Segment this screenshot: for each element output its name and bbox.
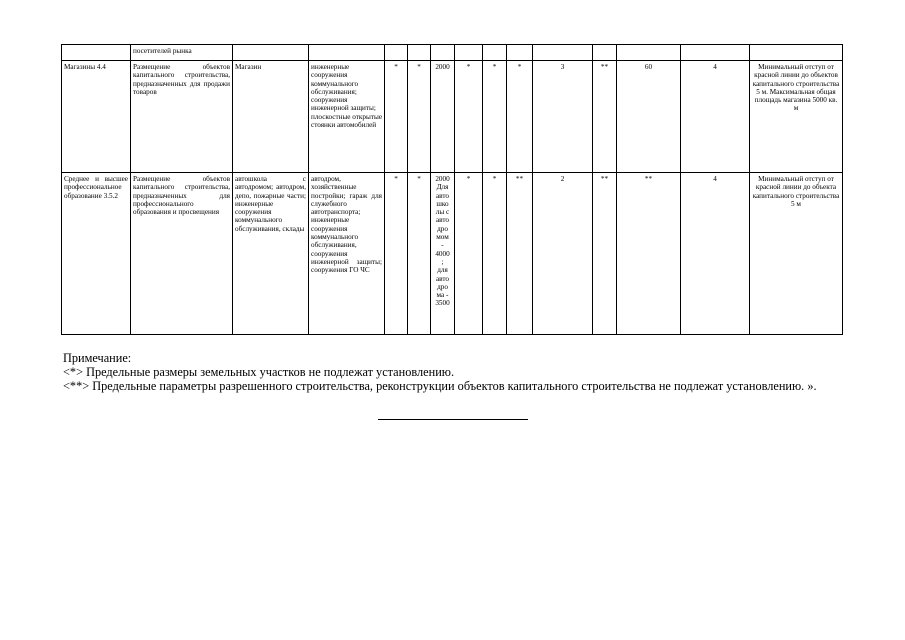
- table-cell-notes: Минимальный отступ от красной линии до объектов капитального строительства 5 м. Максимальная общая площадь магазина 5000 кв. м: [750, 61, 843, 173]
- table-cell-param: [533, 45, 593, 61]
- table-cell-param: [483, 45, 507, 61]
- table-cell-conditional-use: автошкола с автодромом; автодром, депо, пожарные части; инженерные сооружения коммунального обслуживания, склады: [233, 173, 309, 335]
- separator-line: [378, 419, 528, 420]
- table-cell-use-type: [62, 45, 131, 61]
- table-cell-param: [455, 45, 483, 61]
- table-cell-use-type: Среднее и высшее профессиональное образование 3.5.2: [62, 173, 131, 335]
- table-cell-param: *: [483, 173, 507, 335]
- table-cell-description: Размещение объектов капитального строительства, предназначенных для профессионального образования и просвещения: [131, 173, 233, 335]
- table-cell-param: 4: [681, 173, 750, 335]
- table-row: [62, 173, 843, 335]
- table-cell-auxiliary-use: автодром, хозяйственные постройки; гараж для служебного автотранспорта; инженерные сооружения коммунального обслуживания, сооружения инженерной защиты; сооружения ГО ЧС: [309, 173, 385, 335]
- table-cell-description: Размещение объектов капитального строительства, предназначенных для продажи товаров: [131, 61, 233, 173]
- table-cell-param: *: [408, 173, 431, 335]
- table-cell-param: *: [455, 173, 483, 335]
- table-cell-conditional-use: [233, 45, 309, 61]
- table-cell-conditional-use: Магазин: [233, 61, 309, 173]
- table-cell-param: **: [617, 173, 681, 335]
- table-cell-param: *: [455, 61, 483, 173]
- table-cell-param: 2: [533, 173, 593, 335]
- table-cell-param: [431, 45, 455, 61]
- note-line: <**> Предельные параметры разрешенного строительства, реконструкции объектов капитального строительства не подлежат установлению. ».: [63, 379, 817, 393]
- table-cell-param: *: [507, 61, 533, 173]
- table-cell-notes: [750, 45, 843, 61]
- table-cell-description: посетителей рынка: [131, 45, 233, 61]
- table-cell-param: 2000: [431, 61, 455, 173]
- table-cell-param: [617, 45, 681, 61]
- table-cell-auxiliary-use: [309, 45, 385, 61]
- table-cell-param: [408, 45, 431, 61]
- table-cell-notes: Минимальный отступ от красной линии до объекта капитального строительства 5 м: [750, 173, 843, 335]
- table-row: [62, 45, 843, 61]
- table-cell-param: 2000 Для авто шко лы с авто дро мом - 4000 ; для авто дро ма - 3500: [431, 173, 455, 335]
- table-cell-param: **: [593, 61, 617, 173]
- table-cell-param: 4: [681, 61, 750, 173]
- table-cell-param: [507, 45, 533, 61]
- table-cell-param: 3: [533, 61, 593, 173]
- table-cell-auxiliary-use: инженерные сооружения коммунального обслуживания; сооружения инженерной защиты; плоскостные открытые стоянки автомобилей: [309, 61, 385, 173]
- notes-section: [63, 351, 842, 393]
- notes-heading: Примечание:: [63, 351, 132, 365]
- table-cell-param: *: [385, 173, 408, 335]
- table-row: [62, 61, 843, 173]
- note-line: <*> Предельные размеры земельных участков не подлежат установлению.: [63, 365, 455, 379]
- table-cell-param: [593, 45, 617, 61]
- land-use-regulations-table: [61, 44, 843, 335]
- table-cell-param: *: [483, 61, 507, 173]
- table-cell-param: **: [593, 173, 617, 335]
- table-cell-param: **: [507, 173, 533, 335]
- table-cell-param: [385, 45, 408, 61]
- table-cell-use-type: Магазины 4.4: [62, 61, 131, 173]
- table-cell-param: *: [385, 61, 408, 173]
- table-cell-param: 60: [617, 61, 681, 173]
- table-cell-param: *: [408, 61, 431, 173]
- table-cell-param: [681, 45, 750, 61]
